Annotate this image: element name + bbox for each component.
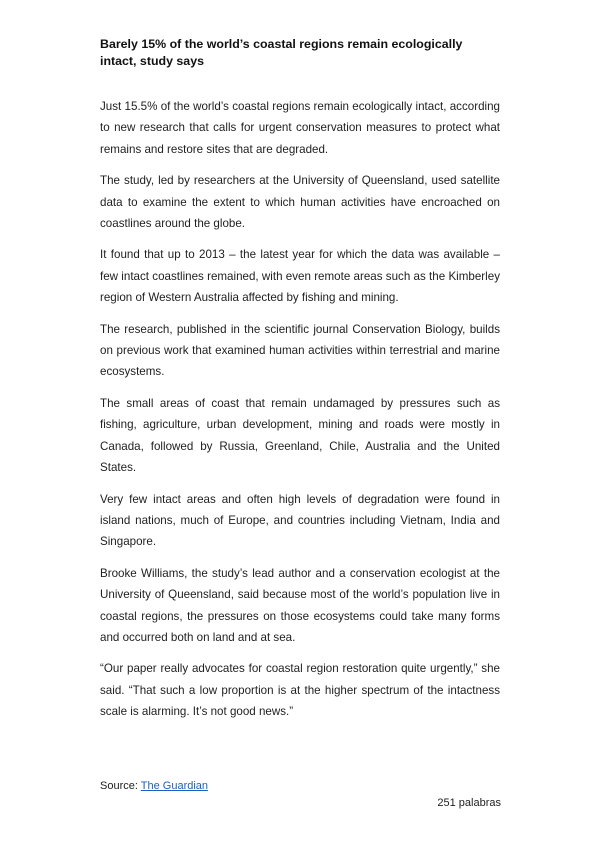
paragraph-6: Very few intact areas and often high levels of degradation were found in island nations, much of Europe, and countries including Vietnam, India and Singapore. bbox=[100, 492, 500, 549]
paragraph-1: Just 15.5% of the world’s coastal regions remain ecologically intact, according to new research that calls for urgent conservation measures to protect what remains and restore sites that are degraded. bbox=[100, 100, 500, 156]
source-line bbox=[100, 780, 208, 792]
paragraph-3: It found that up to 2013 – the latest year for which the data was available – few intact coastlines remained, with even remote areas such as the Kimberley region of Western Australia affected by fishing and mining. bbox=[100, 248, 500, 305]
article-body bbox=[100, 96, 500, 733]
paragraph-4: The research, published in the scientific journal Conservation Biology, builds on previous work that examined human activities within terrestrial and marine ecosystems. bbox=[100, 322, 500, 379]
paragraph-7: Brooke Williams, the study’s lead author and a conservation ecologist at the University of Queensland, said because most of the world’s population live in coastal regions, the pressures on those ecosystems could take many forms and occurred both on land and at sea. bbox=[100, 566, 500, 644]
paragraph-5: The small areas of coast that remain undamaged by pressures such as fishing, agriculture, urban development, mining and roads were mostly in Canada, followed by Russia, Greenland, Chile, Australia and the United States. bbox=[100, 396, 500, 475]
source-link[interactable]: The Guardian bbox=[140, 780, 209, 792]
paragraph-2: The study, led by researchers at the University of Queensland, used satellite data to examine the extent to which human activities have encroached on coastlines around the globe. bbox=[100, 174, 500, 231]
paragraph-8: “Our paper really advocates for coastal region restoration quite urgently,” she said. “That such a low proportion is at the higher spectrum of the intactness scale is alarming. It’s not good news.” bbox=[100, 662, 500, 719]
word-count: 251 palabras bbox=[437, 797, 501, 809]
source-label: Source: bbox=[100, 780, 141, 792]
article-title: Barely 15% of the world’s coastal regions remain ecologically intact, study says bbox=[100, 37, 463, 68]
